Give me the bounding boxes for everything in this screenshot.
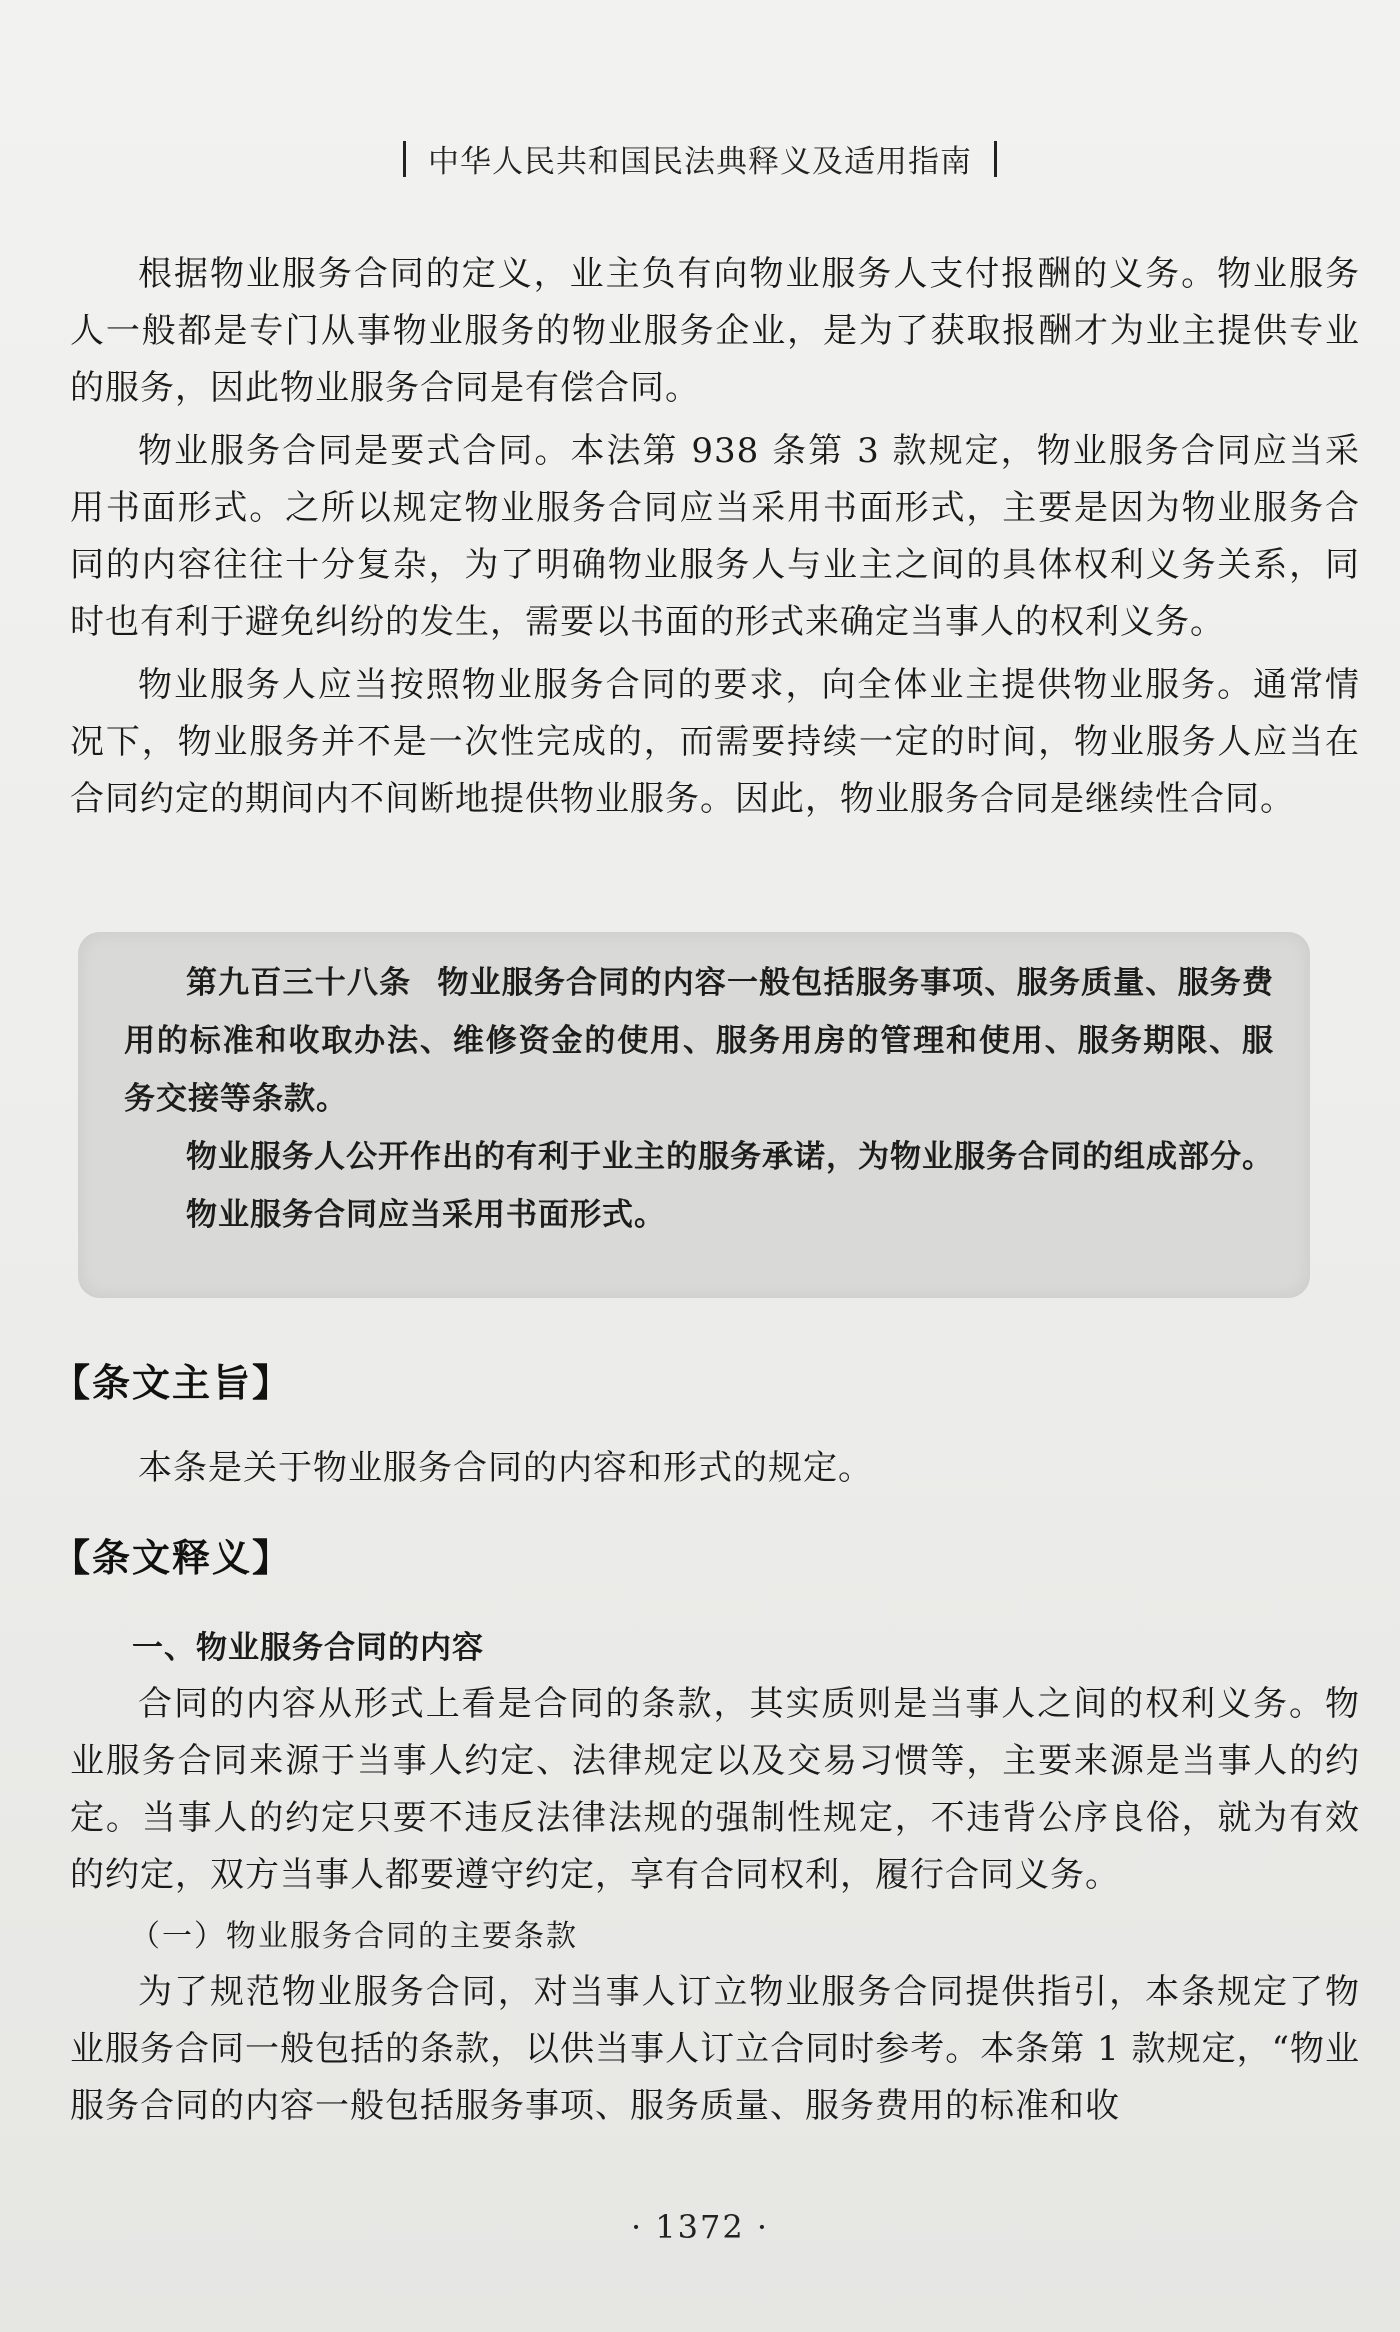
- section-heading-purpose: 【条文主旨】: [52, 1361, 293, 1405]
- article-clause-1: [124, 954, 1274, 1128]
- article-clause-3: 物业服务合同应当采用书面形式。: [186, 1197, 666, 1233]
- purpose-paragraph: 本条是关于物业服务合同的内容和形式的规定。: [138, 1448, 873, 1488]
- intro-text: [70, 246, 1360, 834]
- header-right-rule: [994, 141, 997, 177]
- header-left-rule: [403, 141, 406, 177]
- purpose-text: [70, 1440, 1360, 1503]
- subheading-contract-content: 一、物业服务合同的内容: [132, 1630, 484, 1666]
- running-header: [0, 136, 1400, 181]
- interpretation-paragraph-1: 合同的内容从形式上看是合同的条款，其实质则是当事人之间的权利义务。物业服务合同来源于当事人约定、法律规定以及交易习惯等，主要来源是当事人的约定。当事人的约定只要不违反法律法规的强制性规定，不违背公序良俗，就为有效的约定，双方当事人都要遵守约定，享有合同权利，履行合同义务。: [70, 1684, 1360, 1895]
- subsubheading-main-clauses: （一）物业服务合同的主要条款: [130, 1919, 578, 1954]
- article-text-box: [78, 932, 1310, 1298]
- article-clause-1-text: 物业服务合同的内容一般包括服务事项、服务质量、服务费用的标准和收取办法、维修资金的使用、服务用房的管理和使用、服务期限、服务交接等条款。: [124, 965, 1274, 1117]
- section-heading-interpretation: 【条文释义】: [52, 1536, 293, 1580]
- article-clause-2: 物业服务人公开作出的有利于业主的服务承诺，为物业服务合同的组成部分。: [186, 1139, 1274, 1175]
- intro-paragraph-3: 物业服务人应当按照物业服务合同的要求，向全体业主提供物业服务。通常情况下，物业服务并不是一次性完成的，而需要持续一定的时间，物业服务人应当在合同约定的期间内不间断地提供物业服务。因此，物业服务合同是继续性合同。: [70, 665, 1360, 819]
- intro-paragraph-1: 根据物业服务合同的定义，业主负有向物业服务人支付报酬的义务。物业服务人一般都是专门从事物业服务的物业服务企业，是为了获取报酬才为业主提供专业的服务，因此物业服务合同是有偿合同。: [70, 254, 1360, 408]
- intro-paragraph-2: 物业服务合同是要式合同。本法第 938 条第 3 款规定，物业服务合同应当采用书面形式。之所以规定物业服务合同应当采用书面形式，主要是因为物业服务合同的内容往往十分复杂，为了明确物业服务人与业主之间的具体权利义务关系，同时也有利于避免纠纷的发生，需要以书面的形式来确定当事人的权利义务。: [70, 431, 1360, 642]
- page-number: · 1372 ·: [630, 2208, 770, 2246]
- article-number: 第九百三十八条: [186, 965, 412, 1001]
- running-header-title: 中华人民共和国民法典释义及适用指南: [428, 144, 972, 180]
- interpretation-paragraph-2: 为了规范物业服务合同，对当事人订立物业服务合同提供指引，本条规定了物业服务合同一般包括的条款，以供当事人订立合同时参考。本条第 1 款规定，“物业服务合同的内容一般包括服务事项、服务质量、服务费用的标准和收: [70, 1972, 1360, 2126]
- interpretation-text: [70, 1620, 1360, 2141]
